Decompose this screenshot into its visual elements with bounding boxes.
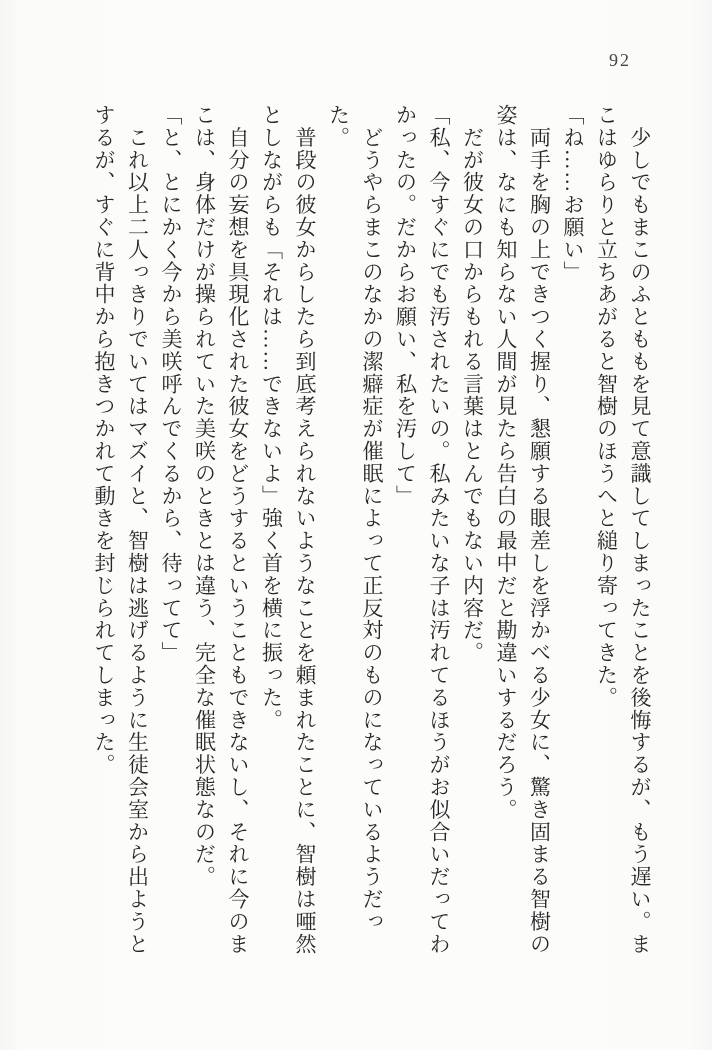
- text-line: するが、すぐに背中から抱きつかれて動きを封じられてしまった。: [92, 104, 116, 776]
- text-line: 両手を胸の上できつく握り、懇願する眼差しを浮かべる少女に、驚き固まる智樹の: [527, 104, 552, 956]
- text-line: 「と、とにかく今から美咲呼んでくるから、待ってて」: [159, 104, 183, 664]
- text-line: どうやらまこのなかの潔癖症が催眠によって正反対のものになっているようだっ: [360, 104, 384, 933]
- text-line: た。: [326, 104, 351, 149]
- text-line: こはゆらりと立ちあがると智樹のほうへと縋り寄ってきた。: [594, 104, 619, 709]
- text-line: だが彼女の口からもれる言葉はとんでもない内容だ。: [460, 104, 485, 664]
- text-line: 「私、今すぐにでも汚されたいの。私みたいな子は汚れてるほうがお似合いだってわ: [427, 104, 451, 956]
- text-line: 姿は、なにも知らない人間が見たら告白の最中だと勘違いするだろう。: [494, 104, 518, 821]
- text-line: 普段の彼女からしたら到底考えられないようなことを頼まれたことに、智樹は唖然: [293, 104, 317, 956]
- page-number: 92: [609, 50, 631, 70]
- text-line: 少しでもまこのふとももを見て意識してしまったことを後悔するが、もう遅い。ま: [628, 104, 652, 956]
- text-line: これ以上二人っきりでいてはマズイと、智樹は逃げるように生徒会室から出ようと: [125, 104, 150, 956]
- text-line: こは、身体だけが操られていた美咲のときとは違う、完全な催眠状態なのだ。: [192, 104, 217, 888]
- text-line: かったの。だからお願い、私を汚して」: [393, 104, 418, 508]
- text-line: 「ね……お願い」: [561, 104, 585, 284]
- text-line: 自分の妄想を具現化された彼女をどうするということもできないし、それに今のま: [226, 104, 250, 956]
- text-line: としながらも「それは……できないよ」強く首を横に振った。: [259, 104, 284, 732]
- vertical-text-block: [87, 104, 657, 956]
